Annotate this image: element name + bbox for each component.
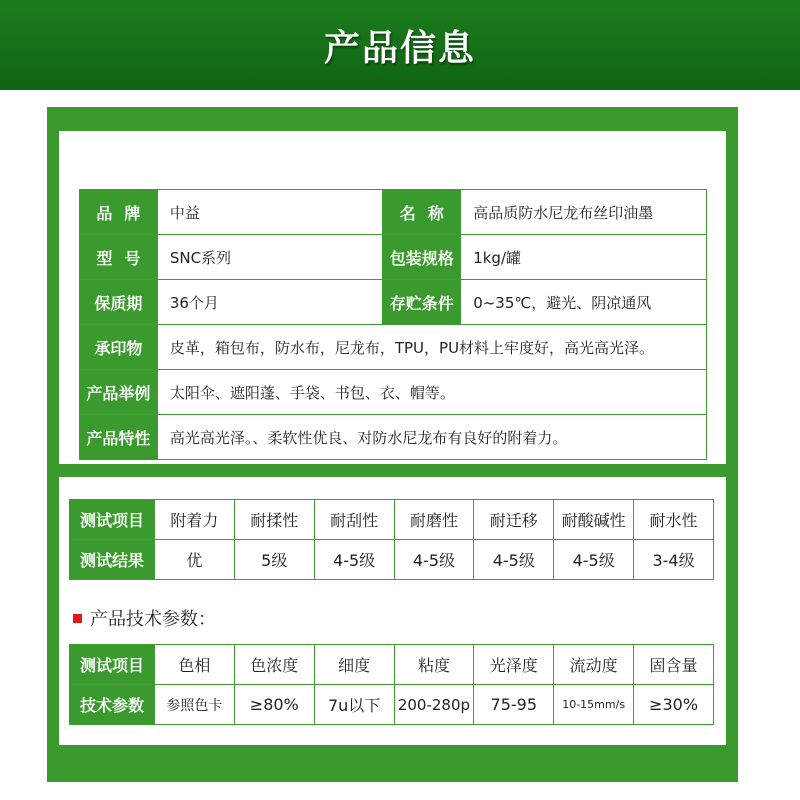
table-cell: 优 xyxy=(155,540,235,580)
product-info-panel xyxy=(59,131,726,464)
table-row xyxy=(70,500,714,540)
brand-label: 品牌 xyxy=(80,190,158,235)
examples-value: 太阳伞、遮阳蓬、手袋、书包、衣、帽等。 xyxy=(157,370,706,415)
table-cell: 耐刮性 xyxy=(314,500,394,540)
table-cell: 耐水性 xyxy=(634,500,714,540)
table-row xyxy=(80,370,707,415)
table-cell: 10-15mm/s xyxy=(554,685,634,725)
table-cell: 耐揉性 xyxy=(234,500,314,540)
tech-items-label: 测试项目 xyxy=(70,645,155,685)
features-value: 高光高光泽。、柔软性优良、对防水尼龙布有良好的附着力。 xyxy=(157,415,706,460)
page-title: 产品信息 xyxy=(323,27,476,69)
table-row xyxy=(80,415,707,460)
pack-label: 包装规格 xyxy=(383,235,461,280)
table-cell: 75-95 xyxy=(474,685,554,725)
table-row xyxy=(70,540,714,580)
table-row xyxy=(70,685,714,725)
square-bullet-icon xyxy=(73,614,82,623)
table-cell: ≥80% xyxy=(234,685,314,725)
content-frame xyxy=(47,107,738,782)
table-cell: 附着力 xyxy=(155,500,235,540)
substrate-value: 皮革，箱包布，防水布，尼龙布，TPU，PU材料上牢度好，高光高光泽。 xyxy=(157,325,706,370)
page-header xyxy=(0,0,800,90)
table-cell: 4-5级 xyxy=(314,540,394,580)
substrate-label: 承印物 xyxy=(80,325,158,370)
features-label: 产品特性 xyxy=(80,415,158,460)
examples-label: 产品举例 xyxy=(80,370,158,415)
table-cell: 色浓度 xyxy=(234,645,314,685)
pack-value: 1kg/罐 xyxy=(461,235,707,280)
table-cell: 固含量 xyxy=(634,645,714,685)
table-cell: 光泽度 xyxy=(474,645,554,685)
table-row xyxy=(80,190,707,235)
table-cell: 5级 xyxy=(234,540,314,580)
product-info-table xyxy=(79,189,707,460)
test-items-label: 测试项目 xyxy=(70,500,155,540)
table-cell: 细度 xyxy=(314,645,394,685)
brand-value: 中益 xyxy=(157,190,382,235)
table-cell: 耐磨性 xyxy=(394,500,474,540)
table-cell: 色相 xyxy=(155,645,235,685)
test-panel xyxy=(59,477,726,745)
table-cell: 200-280p xyxy=(394,685,474,725)
table-cell: 耐酸碱性 xyxy=(554,500,634,540)
storage-value: 0~35℃，避光、阴凉通风 xyxy=(461,280,707,325)
model-label: 型号 xyxy=(80,235,158,280)
tech-params-label: 技术参数 xyxy=(70,685,155,725)
table-cell: 流动度 xyxy=(554,645,634,685)
table-cell: 参照色卡 xyxy=(155,685,235,725)
table-row xyxy=(70,645,714,685)
table-cell: 4-5级 xyxy=(394,540,474,580)
test-results-table xyxy=(69,499,714,580)
table-row xyxy=(80,235,707,280)
table-row xyxy=(80,280,707,325)
table-row xyxy=(80,325,707,370)
storage-label: 存贮条件 xyxy=(383,280,461,325)
model-value: SNC系列 xyxy=(157,235,382,280)
tech-section-title: 产品技术参数： xyxy=(90,609,216,630)
table-cell: ≥30% xyxy=(634,685,714,725)
shelf-life-label: 保质期 xyxy=(80,280,158,325)
table-cell: 3-4级 xyxy=(634,540,714,580)
table-cell: 4-5级 xyxy=(554,540,634,580)
table-cell: 粘度 xyxy=(394,645,474,685)
shelf-life-value: 36个月 xyxy=(157,280,382,325)
table-cell: 4-5级 xyxy=(474,540,554,580)
name-label: 名称 xyxy=(383,190,461,235)
tech-params-table xyxy=(69,644,714,725)
tech-section-heading xyxy=(73,605,216,631)
name-value: 高品质防水尼龙布丝印油墨 xyxy=(461,190,707,235)
table-cell: 耐迁移 xyxy=(474,500,554,540)
table-cell: 7u以下 xyxy=(314,685,394,725)
test-results-label: 测试结果 xyxy=(70,540,155,580)
